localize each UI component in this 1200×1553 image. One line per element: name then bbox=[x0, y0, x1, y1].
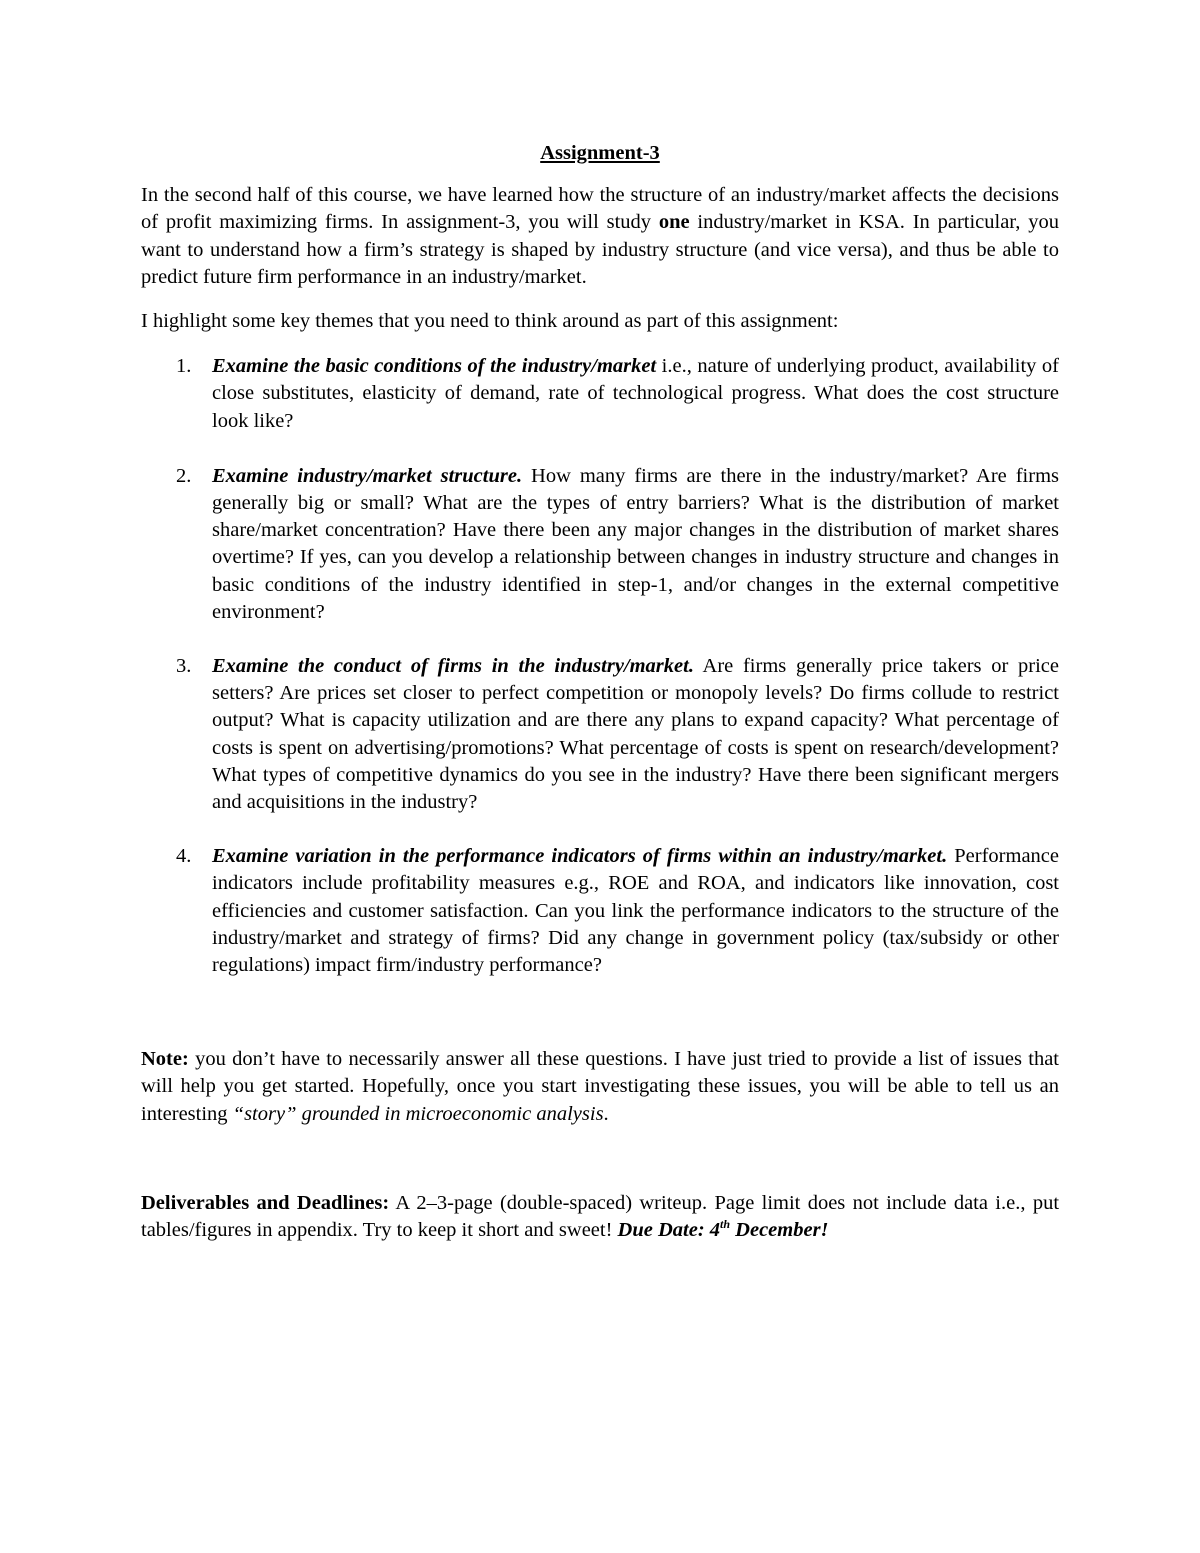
deliverables-paragraph bbox=[141, 1190, 1059, 1244]
deliverables-text: A 2–3-page (double-spaced) writeup. Page limit does not include data i.e., put tables/figures in appendix. Try to keep it short and sweet! bbox=[141, 1191, 1060, 1242]
note-text: you don’t have to necessarily answer all these questions. I have just tried to provide a list of issues that will help you get started. Hopefully, once you start investigating these issues, you will be able to tell us an interesting bbox=[141, 1048, 1059, 1125]
list-item bbox=[141, 463, 1059, 626]
item-text: Are firms generally price takers or price setters? Are prices set closer to perfect competition or monopoly levels? Do firms collude to restrict output? What is capacity utilization and are there any plans to expand capacity? What percentage of costs is spent on advertising/promotions? What percentage of costs is spent on research/development? What types of competitive dynamics do you see in the industry? Have there been significant mergers and acquisitions in the industry? bbox=[212, 655, 1059, 814]
item-lead: Examine the conduct of firms in the industry/market. bbox=[212, 655, 694, 678]
list-item bbox=[141, 843, 1059, 979]
item-number: 4. bbox=[176, 845, 192, 868]
note-paragraph bbox=[141, 1046, 1059, 1128]
themes-list bbox=[141, 353, 1059, 979]
due-prefix: Due Date: 4 bbox=[617, 1219, 721, 1242]
themes-intro: I highlight some key themes that you need to think around as part of this assignment: bbox=[141, 310, 839, 333]
item-lead: Examine the basic conditions of the industry/market bbox=[212, 355, 657, 378]
page-title: Assignment-3 bbox=[540, 142, 660, 164]
note-label: Note: bbox=[141, 1048, 189, 1071]
due-sup: th bbox=[720, 1217, 731, 1232]
note-end: . bbox=[603, 1102, 609, 1125]
intro-text-1: In the second half of this course, we have learned how the structure of an industry/market affects the decisions of profit maximizing firms. In assignment-3, you will study bbox=[141, 184, 1059, 234]
due-date bbox=[618, 1219, 829, 1241]
intro-paragraph bbox=[141, 182, 1059, 291]
item-text: Performance indicators include profitability measures e.g., ROE and ROA, and indicators like innovation, cost efficiencies and customer satisfaction. Can you link the performance indicators to the structure of the industry/market and strategy of firms? Did any change in government policy (tax/subsidy or other regulations) impact firm/industry performance? bbox=[212, 845, 1059, 977]
item-lead: Examine variation in the performance indicators of firms within an industry/market. bbox=[212, 845, 948, 868]
deliverables-label: Deliverables and Deadlines: bbox=[141, 1191, 390, 1214]
note-italic: “story” grounded in microeconomic analysis bbox=[232, 1102, 604, 1125]
item-text: i.e., nature of underlying product, availability of close substitutes, elasticity of demand, rate of technological progress. What does the cost structure look like? bbox=[212, 355, 1060, 432]
item-number: 2. bbox=[176, 464, 192, 487]
item-number: 1. bbox=[176, 355, 192, 378]
document-page bbox=[141, 140, 1059, 1244]
due-suffix: December! bbox=[730, 1219, 829, 1242]
intro-emphasis: one bbox=[658, 211, 690, 234]
list-item bbox=[141, 353, 1059, 435]
intro-text-2: industry/market in KSA. In particular, you want to understand how a firm’s strategy is shaped by industry structure (and vice versa), and thus be able to predict future firm performance in an industry/market. bbox=[141, 211, 1059, 288]
item-number: 3. bbox=[176, 655, 192, 678]
item-text: How many firms are there in the industry/market? Are firms generally big or small? What are the types of entry barriers? What is the distribution of market share/market concentration? Have there been any major changes in the distribution of market shares overtime? If yes, can you develop a relationship between changes in industry structure and changes in basic conditions of the industry identified in step-1, and/or changes in the external competitive environment? bbox=[212, 464, 1059, 623]
item-lead: Examine industry/market structure. bbox=[212, 464, 523, 487]
list-item bbox=[141, 653, 1059, 816]
